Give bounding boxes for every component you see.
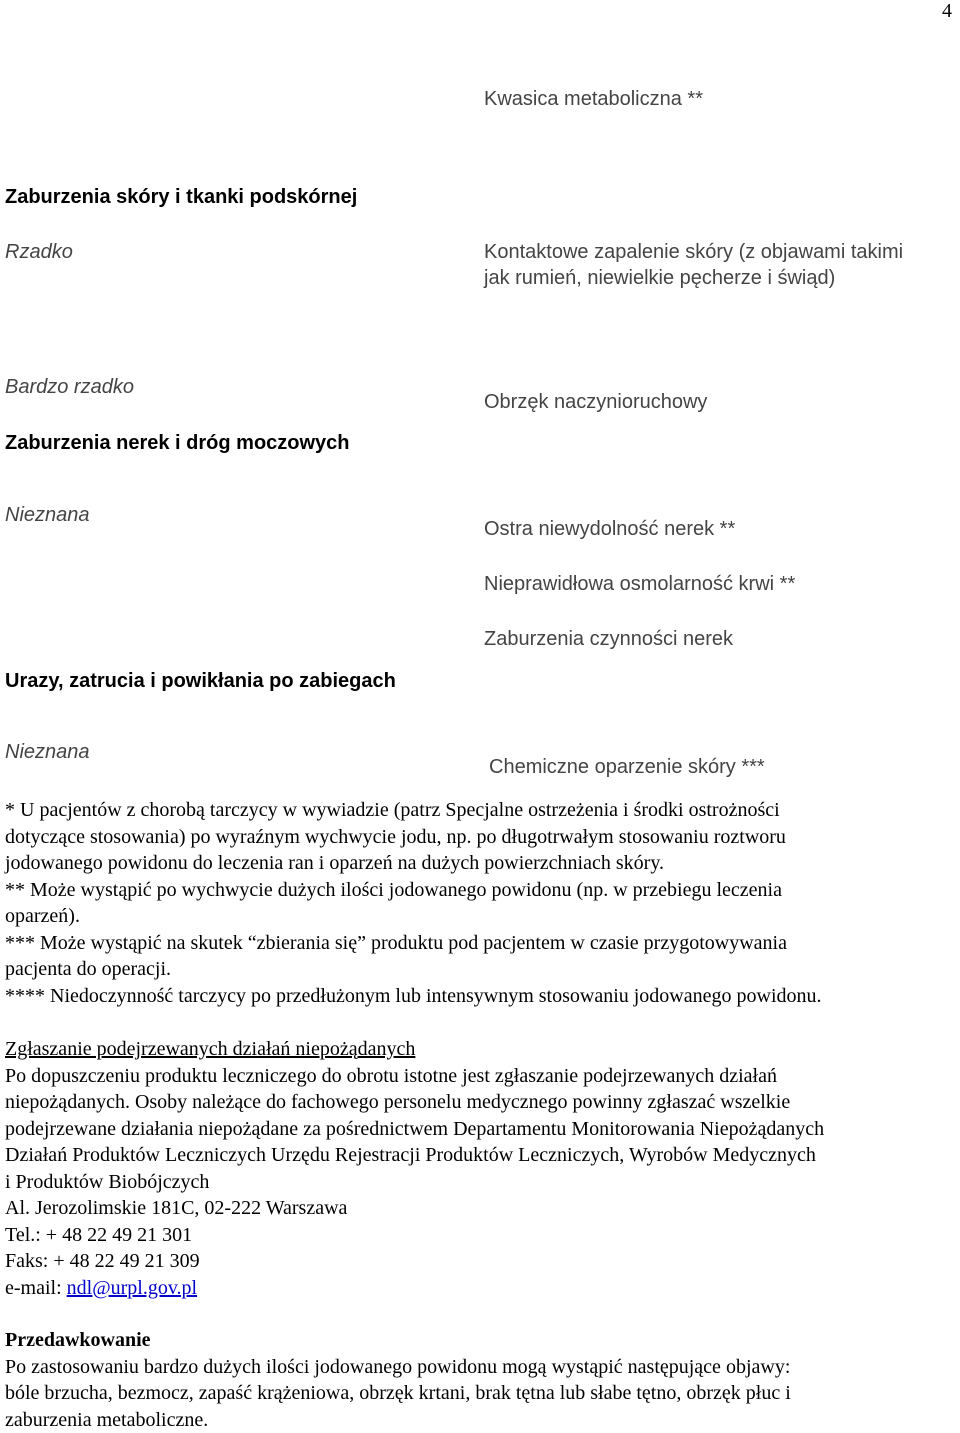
reporting-address: Al. Jerozolimskie 181C, 02-222 Warszawa xyxy=(5,1195,955,1222)
frequency-very-rare: Bardzo rzadko xyxy=(5,376,134,399)
footnote-1-line3: jodowanego powidonu do leczenia ran i oparzeń na dużych powierzchniach skóry. xyxy=(5,850,955,877)
reporting-heading: Zgłaszanie podejrzewanych działań niepożądanych xyxy=(5,1036,955,1063)
overdose-heading: Przedawkowanie xyxy=(5,1327,955,1354)
reporting-paragraph-line1: Po dopuszczeniu produktu leczniczego do obrotu istotne jest zgłaszanie podejrzewanych działań xyxy=(5,1063,955,1090)
reporting-paragraph-line4: Działań Produktów Leczniczych Urzędu Rejestracji Produktów Leczniczych, Wyrobów Medycznych xyxy=(5,1142,955,1169)
email-label: e-mail: xyxy=(5,1277,67,1299)
reporting-fax: Faks: + 48 22 49 21 309 xyxy=(5,1248,955,1275)
effect-acute-renal-failure: Ostra niewydolność nerek ** xyxy=(484,518,735,541)
overdose-line1: Po zastosowaniu bardzo dużych ilości jodowanego powidonu mogą wystąpić następujące objawy: xyxy=(5,1354,955,1381)
frequency-unknown-1: Nieznana xyxy=(5,504,90,527)
reporting-paragraph-line5: i Produktów Biobójczych xyxy=(5,1169,955,1196)
effect-renal-impairment: Zaburzenia czynności nerek xyxy=(484,628,733,651)
footnote-2-line2: oparzeń). xyxy=(5,903,955,930)
overdose-line3: zaburzenia metaboliczne. xyxy=(5,1407,955,1433)
effect-angioedema: Obrzęk naczynioruchowy xyxy=(484,391,707,414)
category-skin: Zaburzenia skóry i tkanki podskórnej xyxy=(5,186,357,209)
email-link[interactable]: ndl@urpl.gov.pl xyxy=(67,1277,197,1299)
footnotes xyxy=(5,797,955,1009)
effect-contact-dermatitis-line2: jak rumień, niewielkie pęcherze i świąd) xyxy=(484,267,835,290)
footnote-1-line2: dotyczące stosowania) po wyraźnym wychwycie jodu, np. po długotrwałym stosowaniu roztworu xyxy=(5,824,955,851)
footnote-3-line1: *** Może wystąpić na skutek “zbierania się” produktu pod pacjentem w czasie przygotowywania xyxy=(5,930,955,957)
footnote-1-line1: * U pacjentów z chorobą tarczycy w wywiadzie (patrz Specjalne ostrzeżenia i środki ostrożności xyxy=(5,797,955,824)
page-number: 4 xyxy=(942,0,952,23)
reporting-section xyxy=(5,1036,955,1301)
effect-blood-osmolarity: Nieprawidłowa osmolarność krwi ** xyxy=(484,573,795,596)
frequency-unknown-2: Nieznana xyxy=(5,741,90,764)
category-injury: Urazy, zatrucia i powikłania po zabiegach xyxy=(5,670,396,693)
reporting-paragraph-line3: podejrzewane działania niepożądane za pośrednictwem Departamentu Monitorowania Niepożądanych xyxy=(5,1116,955,1143)
overdose-line2: bóle brzucha, bezmocz, zapaść krążeniowa, obrzęk krtani, brak tętna lub słabe tętno, obrzęk płuc i xyxy=(5,1380,955,1407)
category-kidney: Zaburzenia nerek i dróg moczowych xyxy=(5,432,350,455)
effect-kwasica: Kwasica metaboliczna ** xyxy=(484,88,703,111)
effect-chemical-burn: Chemiczne oparzenie skóry *** xyxy=(489,756,765,779)
effect-contact-dermatitis-line1: Kontaktowe zapalenie skóry (z objawami takimi xyxy=(484,241,903,264)
reporting-phone: Tel.: + 48 22 49 21 301 xyxy=(5,1222,955,1249)
overdose-section xyxy=(5,1327,955,1433)
reporting-paragraph-line2: niepożądanych. Osoby należące do fachowego personelu medycznego powinny zgłaszać wszelkie xyxy=(5,1089,955,1116)
footnote-3-line2: pacjenta do operacji. xyxy=(5,956,955,983)
frequency-rare: Rzadko xyxy=(5,241,73,264)
footnote-4-line1: **** Niedoczynność tarczycy po przedłużonym lub intensywnym stosowaniu jodowanego powidonu. xyxy=(5,983,955,1010)
footnote-2-line1: ** Może wystąpić po wychwycie dużych ilości jodowanego powidonu (np. w przebiegu leczenia xyxy=(5,877,955,904)
reporting-email-row xyxy=(5,1275,955,1302)
